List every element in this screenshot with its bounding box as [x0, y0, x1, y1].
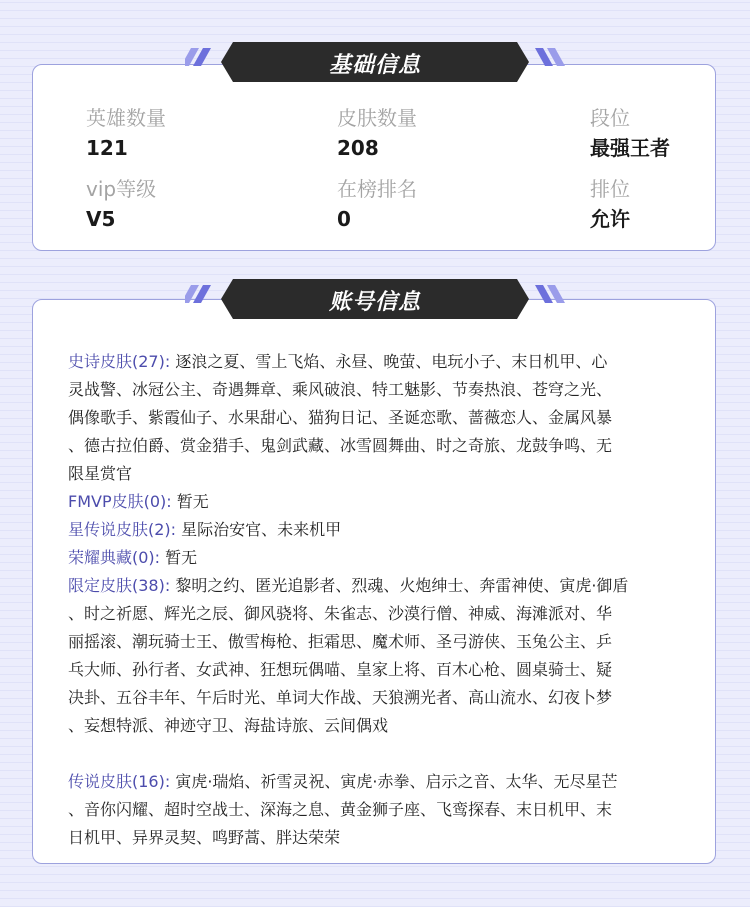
skin-names: 暂无: [171, 492, 209, 511]
stat-label: 在榜排名: [337, 177, 417, 201]
skin-list-line: [68, 600, 673, 628]
skin-names: 星际治安官、未来机甲: [176, 520, 342, 539]
stat-value: 208: [337, 136, 379, 160]
skin-names: 暂无: [160, 548, 198, 567]
account-info-header: [185, 275, 565, 323]
stat-value: 允许: [590, 207, 630, 231]
account-info-card: [32, 299, 716, 864]
account-skin-list: [68, 348, 673, 852]
skin-list-line: [68, 656, 673, 684]
basic-info-header: [185, 38, 565, 86]
skin-category-label: FMVP皮肤(0):: [68, 492, 172, 511]
skin-category-line: [68, 544, 673, 572]
skin-category-label: 限定皮肤(38):: [68, 576, 171, 595]
skin-list-line: [68, 628, 673, 656]
skin-names: 、时之祈愿、辉光之辰、御风骁将、朱雀志、沙漠行僧、神威、海滩派对、华: [68, 604, 613, 623]
skin-names: 乓大师、孙行者、女武神、狂想玩偶喵、皇家上将、百木心枪、圆桌骑士、疑: [68, 660, 613, 679]
spacer: [68, 740, 673, 768]
skin-category-label: 荣耀典藏(0):: [68, 548, 161, 567]
stat-value: 0: [337, 207, 351, 231]
skin-category-line: [68, 516, 673, 544]
skin-names: 逐浪之夏、雪上飞焰、永昼、晚萤、电玩小子、末日机甲、心: [170, 352, 608, 371]
skin-list-line: [68, 404, 673, 432]
skin-category-line: [68, 488, 673, 516]
stat-value: 121: [86, 136, 128, 160]
ranked-allowed-stat: [590, 176, 630, 232]
skin-category-line: [68, 768, 673, 796]
skin-category-line: [68, 348, 673, 376]
skin-names: 、德古拉伯爵、赏金猎手、鬼剑武藏、冰雪圆舞曲、时之奇旅、龙鼓争鸣、无: [68, 436, 613, 455]
skin-names: 决卦、五谷丰年、午后时光、单词大作战、天狼溯光者、高山流水、幻夜卜梦: [68, 688, 613, 707]
stat-value: V5: [86, 207, 116, 231]
skin-category-label: 传说皮肤(16):: [68, 772, 171, 791]
skin-list-line: [68, 376, 673, 404]
vip-level-stat: [86, 176, 156, 232]
skin-category-label: 史诗皮肤(27):: [68, 352, 171, 371]
skin-names: 寅虎·瑞焰、祈雪灵祝、寅虎·赤拳、启示之音、太华、无尽星芒: [170, 772, 618, 791]
skin-category-line: [68, 572, 673, 600]
skin-list-line: [68, 432, 673, 460]
stat-label: 段位: [590, 106, 630, 130]
skin-names: 日机甲、异界灵契、鸣野蒿、胖达荣荣: [68, 828, 341, 847]
skin-names: 黎明之约、匿光追影者、烈魂、火炮绅士、奔雷神使、寅虎·御盾: [170, 576, 629, 595]
skin-names: 灵战警、冰冠公主、奇遇舞章、乘风破浪、特工魅影、节奏热浪、苍穹之光、: [68, 380, 613, 399]
skin-names: 、妄想特派、神迹守卫、海盐诗旅、云间偶戏: [68, 716, 389, 735]
section-title: 账号信息: [328, 290, 421, 315]
skin-names: 限星赏官: [68, 464, 133, 483]
skin-names: 偶像歌手、紫霞仙子、水果甜心、猫狗日记、圣诞恋歌、蔷薇恋人、金属风暴: [68, 408, 613, 427]
stat-label: 排位: [590, 177, 630, 201]
stat-label: vip等级: [86, 177, 157, 201]
leaderboard-rank-stat: [337, 176, 417, 232]
basic-info-card: [32, 64, 716, 251]
skin-names: 丽摇滚、潮玩骑士王、傲雪梅枪、拒霜思、魔术师、圣弓游侠、玉兔公主、乒: [68, 632, 613, 651]
skin-category-label: 星传说皮肤(2):: [68, 520, 177, 539]
skin-names: 、音你闪耀、超时空战士、深海之息、黄金狮子座、飞鸾探春、末日机甲、末: [68, 800, 613, 819]
stat-label: 英雄数量: [86, 106, 166, 130]
hero-count-stat: [86, 105, 166, 161]
skin-list-line: [68, 460, 673, 488]
skin-list-line: [68, 824, 673, 852]
stat-label: 皮肤数量: [337, 106, 417, 130]
skin-list-line: [68, 796, 673, 824]
stat-value: 最强王者: [590, 136, 670, 160]
skin-list-line: [68, 684, 673, 712]
skin-list-line: [68, 712, 673, 740]
rank-tier-stat: [590, 105, 670, 161]
section-title: 基础信息: [328, 53, 421, 78]
skin-count-stat: [337, 105, 417, 161]
